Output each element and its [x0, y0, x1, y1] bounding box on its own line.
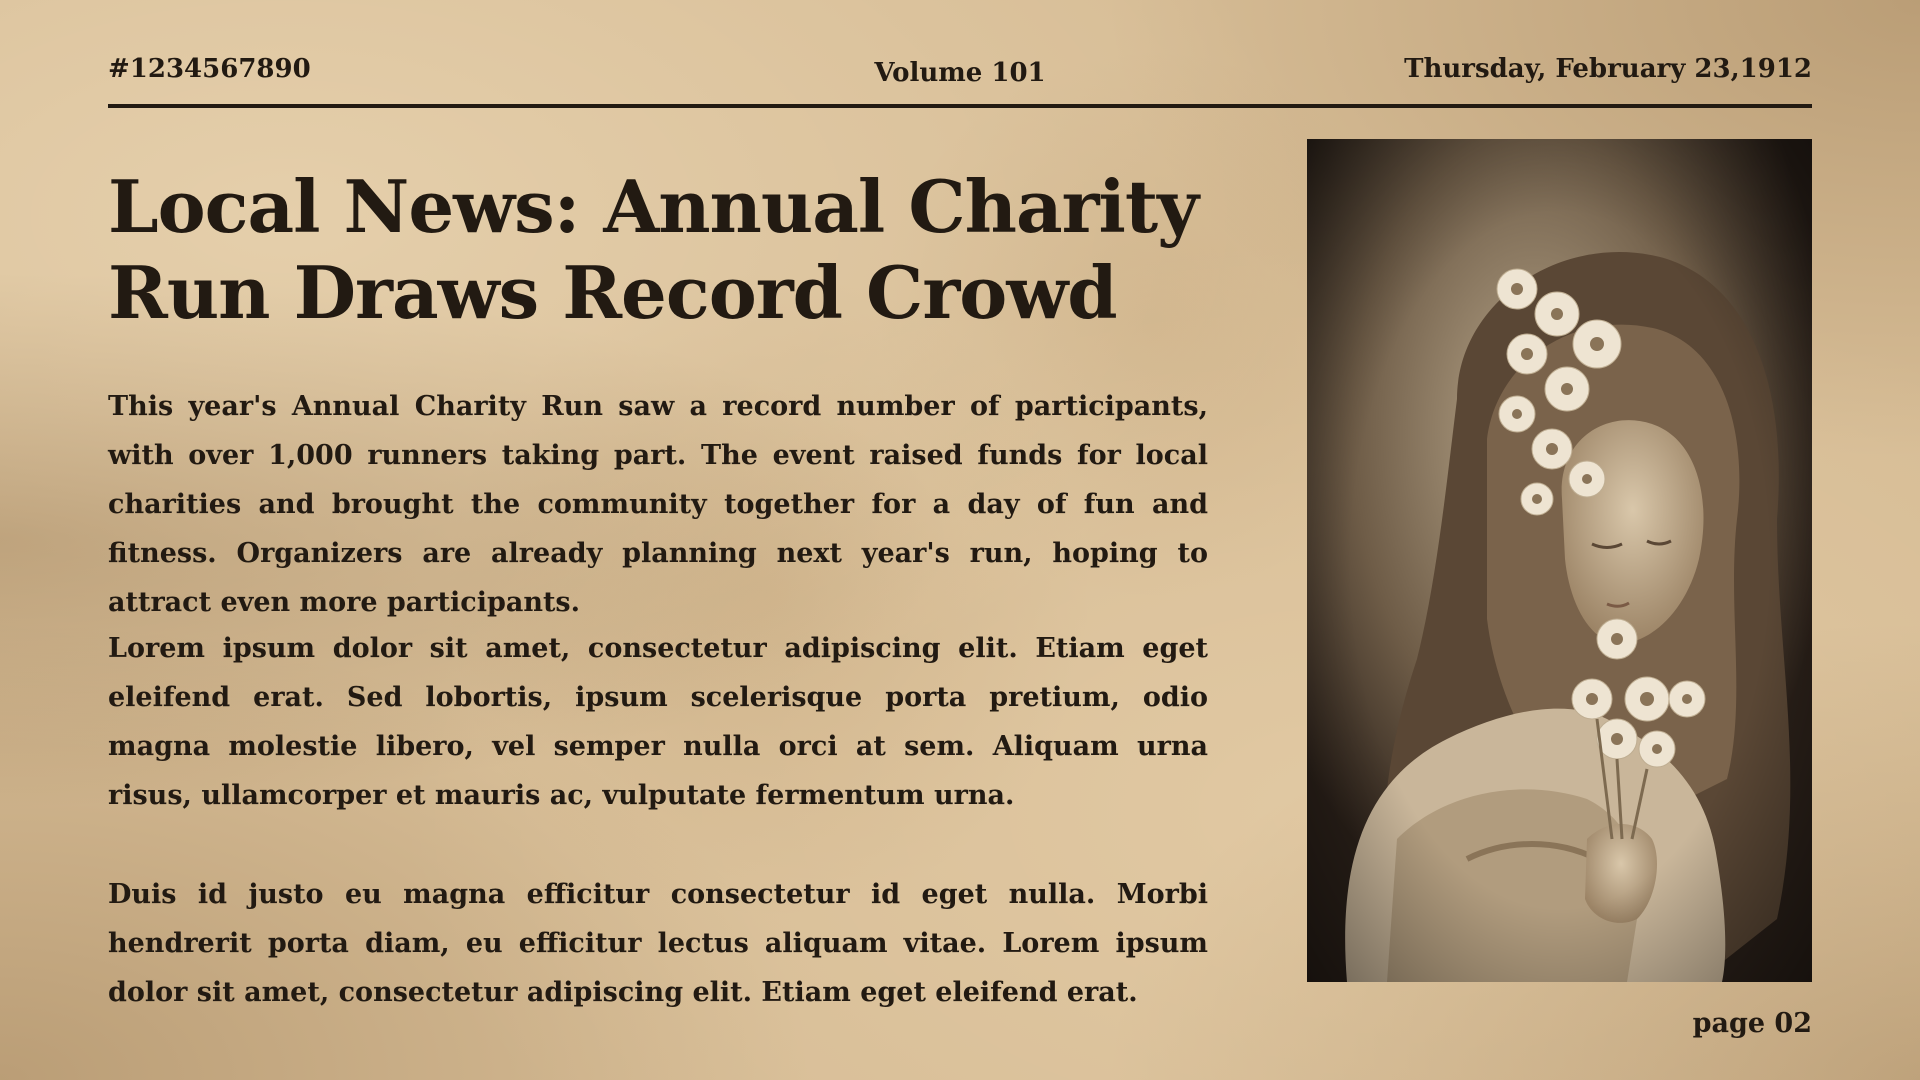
vintage-portrait-photo	[1307, 139, 1812, 982]
issue-number: #1234567890	[108, 54, 311, 84]
headline-line-1: Local News: Annual Charity	[108, 164, 1198, 249]
page-number: page 02	[1692, 1008, 1812, 1039]
publication-date: Thursday, February 23,1912	[1404, 54, 1812, 84]
article-headline	[108, 164, 1208, 336]
headline-line-2: Run Draws Record Crowd	[108, 250, 1117, 335]
volume-label: Volume 101	[874, 58, 1046, 88]
portrait-illustration	[1307, 139, 1812, 982]
article-paragraph-2: Lorem ipsum dolor sit amet, consectetur adipiscing elit. Etiam eget eleifend erat. Sed lobortis, ipsum scelerisque porta pretium, odio magna molestie libero, vel semper nulla orci at sem. Aliquam urna risus, ullamcorper et mauris ac, vulputate fermentum urna.	[108, 633, 1208, 811]
article-paragraph-1: This year's Annual Charity Run saw a record number of participants, with over 1,000 runners taking part. The event raised funds for local charities and brought the community together for a day of fun and fitness. Organizers are already planning next year's run, hoping to attract even more participants.	[108, 391, 1208, 618]
article-paragraph-3: Duis id justo eu magna efficitur consectetur id eget nulla. Morbi hendrerit porta diam, eu efficitur lectus aliquam vitae. Lorem ipsum dolor sit amet, consectetur adipiscing elit. Etiam eget eleifend erat.	[108, 879, 1208, 1008]
masthead-divider	[108, 104, 1812, 108]
